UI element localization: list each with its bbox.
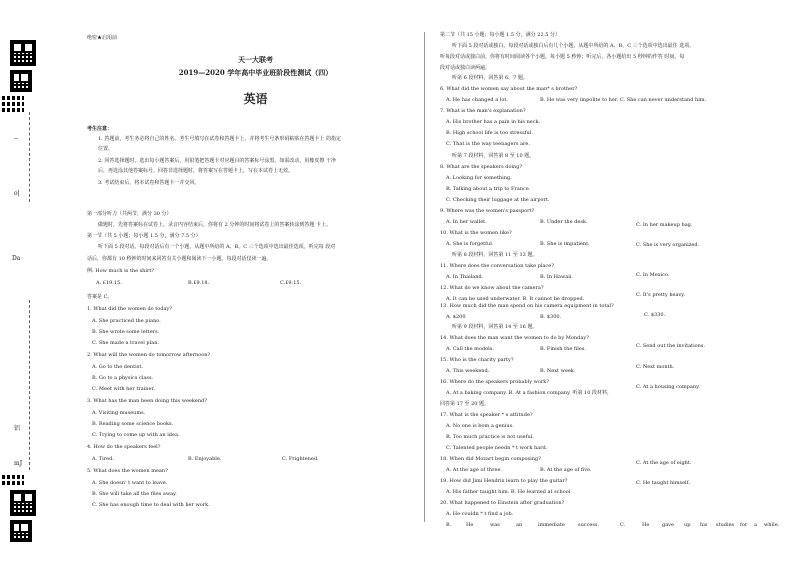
column-separator	[424, 32, 425, 522]
option: A. She practiced the piano.	[92, 318, 161, 324]
option: B. Under the desk.	[540, 219, 588, 225]
option: A. It can be used underwater. B. It cannot be dropped.	[446, 296, 585, 302]
part1-heading: 第一部分听力（共两节，满分 30 分）	[87, 211, 172, 217]
question-16: 16. Where do the speakers probably work?	[440, 379, 550, 385]
option: A. He couldn * t find a job.	[446, 511, 514, 517]
question-19: 19. How did Jimi Hendrix learn to play the guitar?	[440, 478, 568, 484]
option: up	[684, 522, 691, 528]
material-label: 听第 8 段材料，回答第 11 至 13 题。	[452, 252, 538, 258]
question-14: 14. What does the man want the women to do by Monday?	[440, 335, 589, 341]
qr-code-top-2	[10, 70, 32, 92]
binding-line-top	[29, 112, 30, 202]
notice-line: 后，再选涂其他答案标号。回答非选择题时，将答案写在答题卡上，写在本试卷上无效。	[98, 168, 294, 174]
option: C. At a housing company.	[636, 384, 700, 390]
option: success.	[578, 522, 600, 528]
option: A. $200	[446, 314, 466, 320]
question-9: 9. Where was the women's passport?	[440, 208, 535, 214]
option: A. This weekend.	[446, 368, 490, 374]
question-4: 4. How do the speakers feel?	[87, 444, 161, 450]
option: A. In her wallet.	[446, 219, 487, 225]
question-2: 2. What will the women do tomorrow afternoon?	[87, 352, 211, 358]
exam-name: 天一大联考	[238, 55, 273, 64]
option: C. In her makeup bag.	[636, 222, 693, 228]
option: He	[466, 522, 474, 528]
option: while.	[764, 522, 780, 528]
option: B. Go to a physics class.	[92, 375, 154, 381]
option: 回答第 17 至 20 题。	[440, 401, 490, 407]
question-5: 5. What does the women mean?	[87, 468, 168, 474]
option: A. His brother has a pain in his neck.	[446, 119, 541, 125]
barcode-top	[2, 96, 24, 100]
binding-line-bottom	[29, 300, 30, 470]
notice-line: 3. 考试结束后，将本试卷和答题卡一并交回。	[98, 180, 200, 186]
part2-heading: 第二节（共 15 小题；每小题 1.5 分，满分 22.5 分）	[440, 32, 560, 38]
margin-glyph: mJ	[14, 460, 23, 467]
option: studies	[716, 522, 735, 528]
option: A. She doesn’ t want to leave.	[92, 480, 168, 486]
option: C. Frightened.	[282, 456, 319, 462]
option: B. Talking about a trip to France.	[446, 186, 531, 192]
secret-label: 绝密★启用前	[87, 35, 118, 41]
section1-instructions: 话后，你都有 10 秒钟的时间来回答有关小题和阅读下一小题。每段对话仅读一遍。	[87, 256, 272, 262]
part2-instructions: 听下面 5 段对话或独白。每段对话或独白后有几个小题，从题中所给的 A、B、C 三个选项中选出最佳 选项。	[452, 43, 695, 49]
question-8: 8. What are the speakers doing?	[440, 164, 523, 170]
option: gave	[662, 522, 674, 528]
question-1: 1. What did the women do today?	[87, 306, 172, 312]
barcode-top-3	[2, 108, 24, 112]
option: A. Visiting museums.	[92, 410, 146, 416]
option: A. At the age of three.	[446, 467, 502, 473]
option: C. At the age of eight.	[636, 460, 692, 466]
option: C. It's pretty heavy.	[636, 292, 686, 298]
margin-glyph: o|	[14, 190, 20, 197]
option: B. Finish the files.	[540, 346, 586, 352]
option: C. She is very organized.	[636, 242, 700, 248]
option: B. At the age of five.	[540, 467, 592, 473]
question-20: 20. What happened to Einstein after graduation?	[440, 500, 565, 506]
option: C. $330.	[644, 312, 666, 318]
option: C. He taught himself.	[636, 480, 690, 486]
question-12: 12. What do we know about the camera?	[440, 285, 544, 291]
barcode-bottom-2	[2, 481, 24, 485]
option: He	[642, 522, 650, 528]
margin-glyph: 铝	[14, 425, 21, 432]
section1-instructions: 听下面 5 段对话。每段对话后有一个小题，从题中所给的 A、B、C 三个选项中选出最佳选项。听完每 段对	[98, 244, 336, 250]
question-15: 15. Who is the charity party?	[440, 357, 514, 363]
option: for	[740, 522, 748, 528]
option: A. In Thailand.	[446, 274, 484, 280]
option: B. She wrote some letters.	[92, 329, 160, 335]
option: B. In Hawaii.	[540, 274, 574, 280]
notice-heading: 考生注意：	[87, 126, 113, 132]
option: A. She is forgetful.	[446, 241, 494, 247]
question-10: 10. What is the women like?	[440, 230, 512, 236]
option: immediate	[538, 522, 565, 528]
option: B. $300.	[540, 314, 562, 320]
qr-code-bottom	[10, 490, 36, 516]
option: C. Send out the invitations.	[636, 343, 706, 349]
notice-line: 1. 答题前，考生务必将自己的姓名、考生号填写在试卷和答题卡上，并将考生号条形码粘贴在答题卡上 的指定	[98, 136, 341, 142]
option: an	[516, 522, 523, 528]
option: C. Checking their luggage at the airport.	[446, 197, 550, 203]
question-18: 18. When did Mozart begin composing?	[440, 456, 541, 462]
option: C. In Mexico.	[636, 272, 670, 278]
example-option: A. £19.15.	[96, 280, 122, 286]
example-question: 例: How much is the shirt?	[87, 268, 155, 274]
material-label: 听第 6 段材料，回答第 6、7 题。	[452, 75, 528, 81]
option: B. Next week.	[540, 368, 576, 374]
option: his	[700, 522, 708, 528]
option: C. That is the way teenagers are.	[446, 141, 530, 147]
notice-line: 2. 回答选择题时，选出每小题答案后，用铅笔把答题卡对应题目的答案标号涂黑。如需改动，用橡皮擦 干净	[98, 158, 336, 164]
exam-title: 2019—2020 学年高中毕业班阶段性测试（四）	[178, 68, 333, 77]
question-13: 13. How much did the man spend on his camera equipment in total?	[440, 303, 614, 309]
question-6: 6. What did the women say about the man* s brother?	[440, 86, 578, 92]
barcode-top-2	[2, 102, 24, 106]
part2-instructions: 听每段对话或独白前，你将有时间阅读各个小题，每小题 5 秒钟；听完后，各小题给出 5 秒钟的作答 时间。每	[440, 54, 685, 60]
option: was	[490, 522, 500, 528]
option: A. Call the models.	[446, 346, 494, 352]
option: a	[754, 522, 757, 528]
option: C. Talented people needn * t work hard.	[446, 445, 548, 451]
question-3: 3. What has the man been doing this weekend?	[87, 398, 207, 404]
margin-glyph: --	[14, 135, 19, 142]
option: A. Tired.	[92, 456, 114, 462]
qr-code-top	[10, 40, 36, 66]
notice-line: 位置。	[98, 146, 114, 152]
material-label: 听第 9 段材料，回答第 14 至 16 题。	[452, 324, 538, 330]
qr-code-bottom-2	[10, 520, 32, 542]
option: B.	[446, 522, 452, 528]
option: C. She has enough time to deal with her work.	[92, 502, 210, 508]
option: A. Go to the dentist.	[92, 364, 143, 370]
option: A. He has changed a lot.	[446, 97, 509, 103]
question-11: 11. Where does the conversation take place?	[440, 263, 554, 269]
option: B. Enjoyable.	[188, 456, 222, 462]
option: A. Looking for something.	[446, 175, 512, 181]
example-option: C.£9.15.	[280, 280, 302, 286]
section1-heading: 第一节（共 5 小题；每小题 1.5 分，满分 7.5 分）	[87, 233, 201, 239]
option: C. Meet with her trainer.	[92, 386, 155, 392]
option: B. She will take all the files away.	[92, 491, 177, 497]
option: B. She is impatient.	[540, 241, 590, 247]
example-answer: 答案是 C。	[87, 294, 113, 300]
option: C. Next month.	[636, 364, 675, 370]
margin-glyph: Da	[12, 255, 21, 262]
option: B. Reading some science books.	[92, 421, 174, 427]
subject-title: 英语	[243, 92, 268, 106]
option: C. She made a travel plan.	[92, 340, 160, 346]
part1-note: 做题时，先将答案标在试卷上。录音内容结束后，你将有 2 分钟的时间将试卷上的答案转涂到答题 卡上。	[98, 222, 331, 228]
example-option: B.£9.18.	[188, 280, 210, 286]
question-17: 17. What is the speaker * s attitude?	[440, 412, 533, 418]
option: B. He was very impolite to her. C. She can never understand him.	[540, 97, 707, 103]
option: B. Too much practice is not useful.	[446, 434, 534, 440]
part2-instructions: 段对话或独白读两遍。	[440, 65, 491, 71]
barcode-bottom	[2, 475, 24, 479]
option: C. Trying to come up with an idea.	[92, 432, 180, 438]
option: B. High school life is too stressful.	[446, 130, 533, 136]
option: A. His father taught him. B. He learned at school	[446, 489, 571, 495]
option: A. At a baking company. B. At a fashion company. 听第 10 段材料，	[446, 390, 613, 396]
question-7: 7. What is the man's explanation?	[440, 108, 526, 114]
option: C.	[620, 522, 626, 528]
material-label: 听第 7 段材料，回答第 8 至 10 题。	[452, 153, 535, 159]
option: A. No one is bom a genius.	[446, 423, 514, 429]
